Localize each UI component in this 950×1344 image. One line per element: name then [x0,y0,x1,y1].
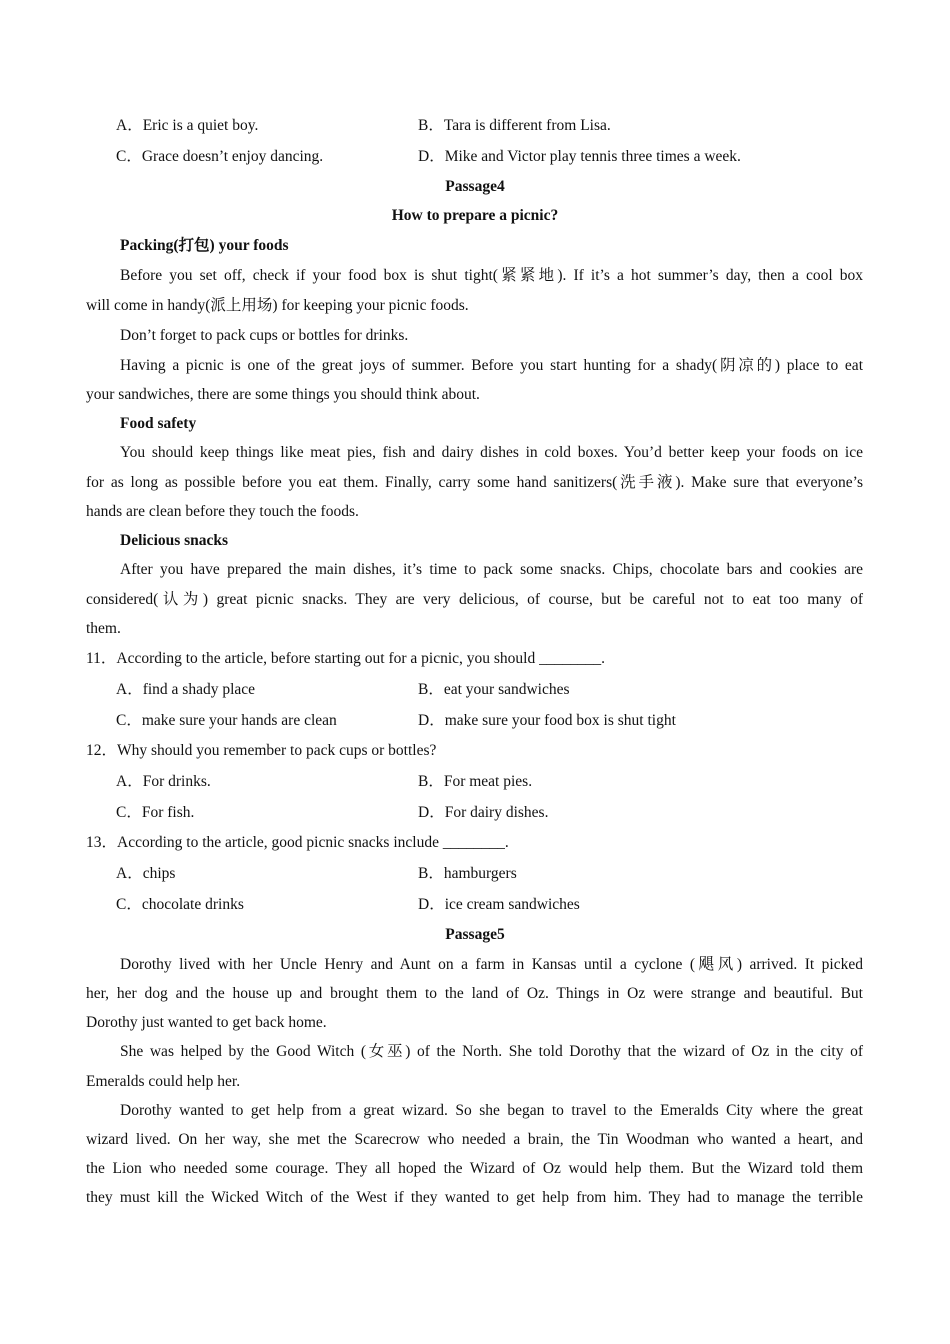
p4-para1-line1: Before you set off, check if your food box is shut tight(紧紧地). If it’s a hot summer’s day, then a cool box [120,267,863,284]
heading-delicious-snacks: Delicious snacks [120,532,229,549]
question-13-stem: 13．According to the article, good picnic snacks include ________. [86,834,509,851]
p5-para3-line2: wizard lived. On her way, she met the Scarecrow who needed a brain, the Tin Woodman who wanted a heart, and [86,1131,863,1148]
q12-option-a: A．For drinks. [116,773,211,790]
p5-para2-line2: Emeralds could help her. [86,1073,241,1090]
p5-para1-line1: Dorothy lived with her Uncle Henry and Aunt on a farm in Kansas until a cyclone (飓风) arrived. It picked [120,956,863,973]
p4-para3-line2: your sandwiches, there are some things you should think about. [86,386,480,403]
q13-option-b: B．hamburgers [418,865,517,882]
p4-para3-line1: Having a picnic is one of the great joys of summer. Before you start hunting for a shady(阴凉的) place to eat [120,357,863,374]
passage5-label: Passage5 [445,926,505,943]
heading-food-safety: Food safety [120,415,197,432]
p4-para5-line2: considered(认为) great picnic snacks. They are very delicious, of course, but be careful not to eat too many of [86,591,863,608]
q11-option-b: B．eat your sandwiches [418,681,570,698]
q11-option-a: A．find a shady place [116,681,256,698]
p4-para2: Don’t forget to pack cups or bottles for drinks. [120,327,409,344]
q13-option-a: A．chips [116,865,176,882]
question-12-stem: 12．Why should you remember to pack cups or bottles? [86,742,437,759]
p4-para4-line3: hands are clean before they touch the foods. [86,503,359,520]
p5-para1-line3: Dorothy just wanted to get back home. [86,1014,327,1031]
p4-para1-line2: will come in handy(派上用场) for keeping your picnic foods. [86,297,469,314]
passage4-label: Passage4 [445,178,505,195]
p4-para5-line1: After you have prepared the main dishes, it’s time to pack some snacks. Chips, chocolate bars and cookies are [120,561,863,578]
p4-para4-line2: for as long as possible before you eat them. Finally, carry some hand sanitizers(洗手液). Make sure that everyone’s [86,474,863,491]
prev-option-a: A．Eric is a quiet boy. [116,117,259,134]
q12-option-b: B．For meat pies. [418,773,533,790]
p5-para3-line4: they must kill the Wicked Witch of the West if they wanted to get help from him. They had to manage the terrible [86,1189,863,1206]
q12-option-c: C．For fish. [116,804,195,821]
p5-para3-line1: Dorothy wanted to get help from a great wizard. So she began to travel to the Emeralds City where the great [120,1102,863,1119]
p4-para5-line3: them. [86,620,121,637]
p5-para3-line3: the Lion who needed some courage. They all hoped the Wizard of Oz would help them. But the Wizard told them [86,1160,863,1177]
question-11-stem: 11．According to the article, before starting out for a picnic, you should ________. [86,650,605,667]
heading-packing: Packing(打包) your foods [120,237,289,254]
q11-option-c: C．make sure your hands are clean [116,712,337,729]
q11-option-d: D．make sure your food box is shut tight [418,712,676,729]
q13-option-d: D．ice cream sandwiches [418,896,580,913]
passage4-title: How to prepare a picnic? [391,207,559,224]
p5-para1-line2: her, her dog and the house up and brought them to the land of Oz. Things in Oz were strange and beautiful. But [86,985,863,1002]
p4-para4-line1: You should keep things like meat pies, fish and dairy dishes in cold boxes. You’d better keep your foods on ice [120,444,863,461]
q13-option-c: C．chocolate drinks [116,896,244,913]
prev-option-c: C．Grace doesn’t enjoy dancing. [116,148,324,165]
prev-option-d: D．Mike and Victor play tennis three times a week. [418,148,741,165]
prev-option-b: B．Tara is different from Lisa. [418,117,611,134]
q12-option-d: D．For dairy dishes. [418,804,549,821]
p5-para2-line1: She was helped by the Good Witch (女巫) of the North. She told Dorothy that the wizard of Oz in the city of [120,1043,863,1060]
